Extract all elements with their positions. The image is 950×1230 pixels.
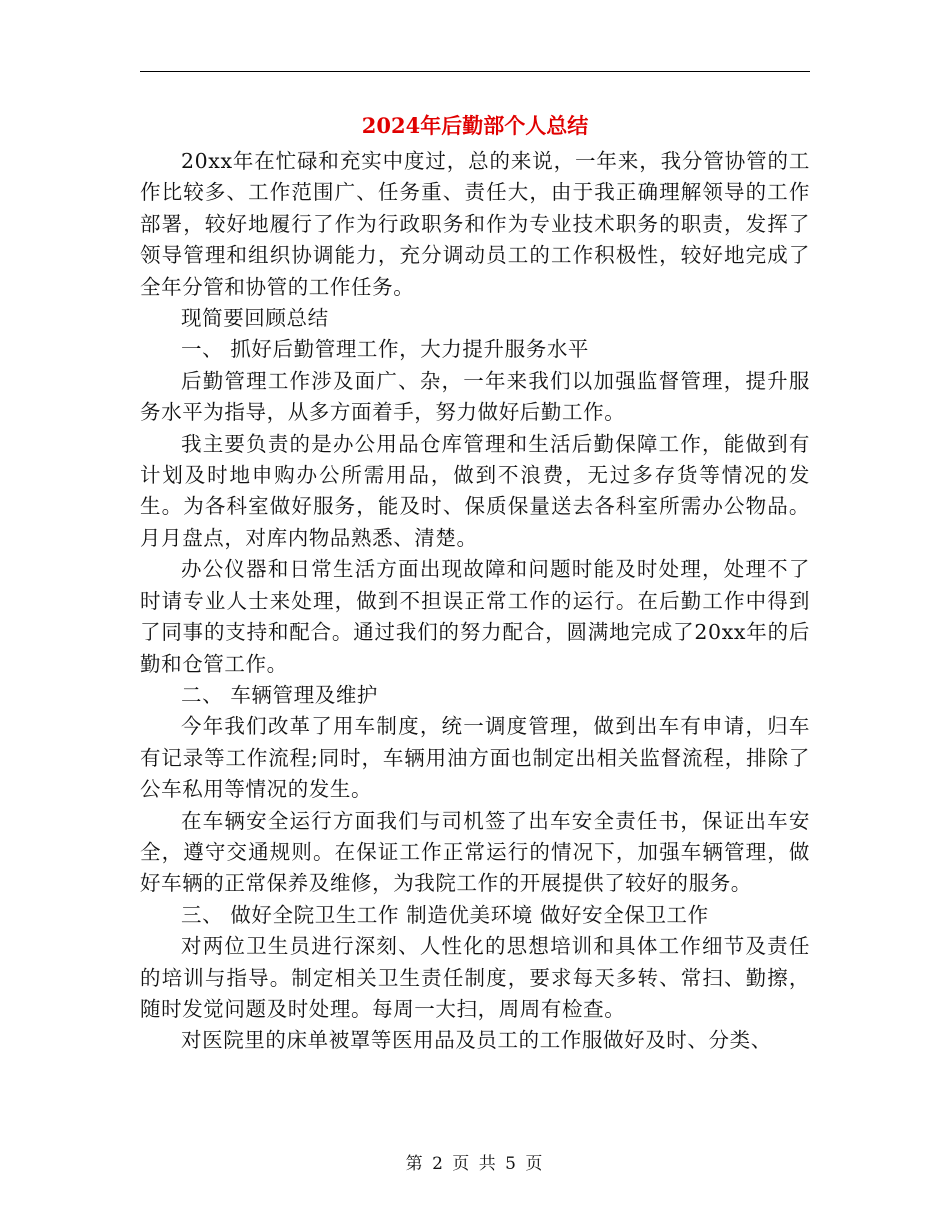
section-heading-2: 二、 车辆管理及维护 bbox=[181, 682, 379, 707]
paragraph-office-supplies: 我主要负责的是办公用品仓库管理和生活后勤保障工作，能做到有计划及时地申购办公所需用品，做到不浪费，无过多存货等情况的发生。为各科室做好服务，能及时、保质保量送去各科室所需办公物品。月月盘点，对库内物品熟悉、清楚。 bbox=[140, 431, 810, 550]
section-heading-1: 一、 抓好后勤管理工作，大力提升服务水平 bbox=[181, 337, 590, 362]
paragraph-review-lead: 现简要回顾总结 bbox=[181, 306, 329, 331]
document-body bbox=[140, 146, 810, 1057]
paragraph-logistics-overview: 后勤管理工作涉及面广、杂，一年来我们以加强监督管理，提升服务水平为指导，从多方面着手，努力做好后勤工作。 bbox=[140, 368, 810, 425]
paragraph-vehicle-reform: 今年我们改革了用车制度，统一调度管理，做到出车有申请，归车有记录等工作流程;同时，车辆用油方面也制定出相关监督流程，排除了公车私用等情况的发生。 bbox=[140, 714, 810, 802]
header-rule bbox=[140, 71, 810, 72]
section-heading-3: 三、 做好全院卫生工作 制造优美环境 做好安全保卫工作 bbox=[181, 902, 709, 927]
paragraph-linen-management: 对医院里的床单被罩等医用品及员工的工作服做好及时、分类、 bbox=[181, 1028, 772, 1053]
paragraph-sanitation-training: 对两位卫生员进行深刻、人性化的思想培训和具体工作细节及责任的培训与指导。制定相关卫生责任制度，要求每天多转、常扫、勤擦，随时发觉问题及时处理。每周一大扫，周周有检查。 bbox=[140, 934, 810, 1021]
page-footer: 第 2 页 共 5 页 bbox=[405, 1154, 545, 1174]
paragraph-vehicle-safety: 在车辆安全运行方面我们与司机签了出车安全责任书，保证出车安全，遵守交通规则。在保证工作正常运行的情况下，加强车辆管理，做好车辆的正常保养及维修，为我院工作的开展提供了较好的服务。 bbox=[140, 808, 810, 896]
paragraph-intro: 20xx年在忙碌和充实中度过，总的来说，一年来，我分管协管的工作比较多、工作范围广、任务重、责任大，由于我正确理解领导的工作部署，较好地履行了作为行政职务和作为专业技术职务的职责，发挥了领导管理和组织协调能力，充分调动员工的工作积极性，较好地完成了全年分管和协管的工作任务。 bbox=[140, 149, 810, 299]
document-title: 2024年后勤部个人总结 bbox=[361, 113, 589, 138]
paragraph-equipment-repair: 办公仪器和日常生活方面出现故障和问题时能及时处理，处理不了时请专业人士来处理，做到不担误正常工作的运行。在后勤工作中得到了同事的支持和配合。通过我们的努力配合，圆满地完成了20xx年的后勤和仓管工作。 bbox=[140, 557, 810, 676]
